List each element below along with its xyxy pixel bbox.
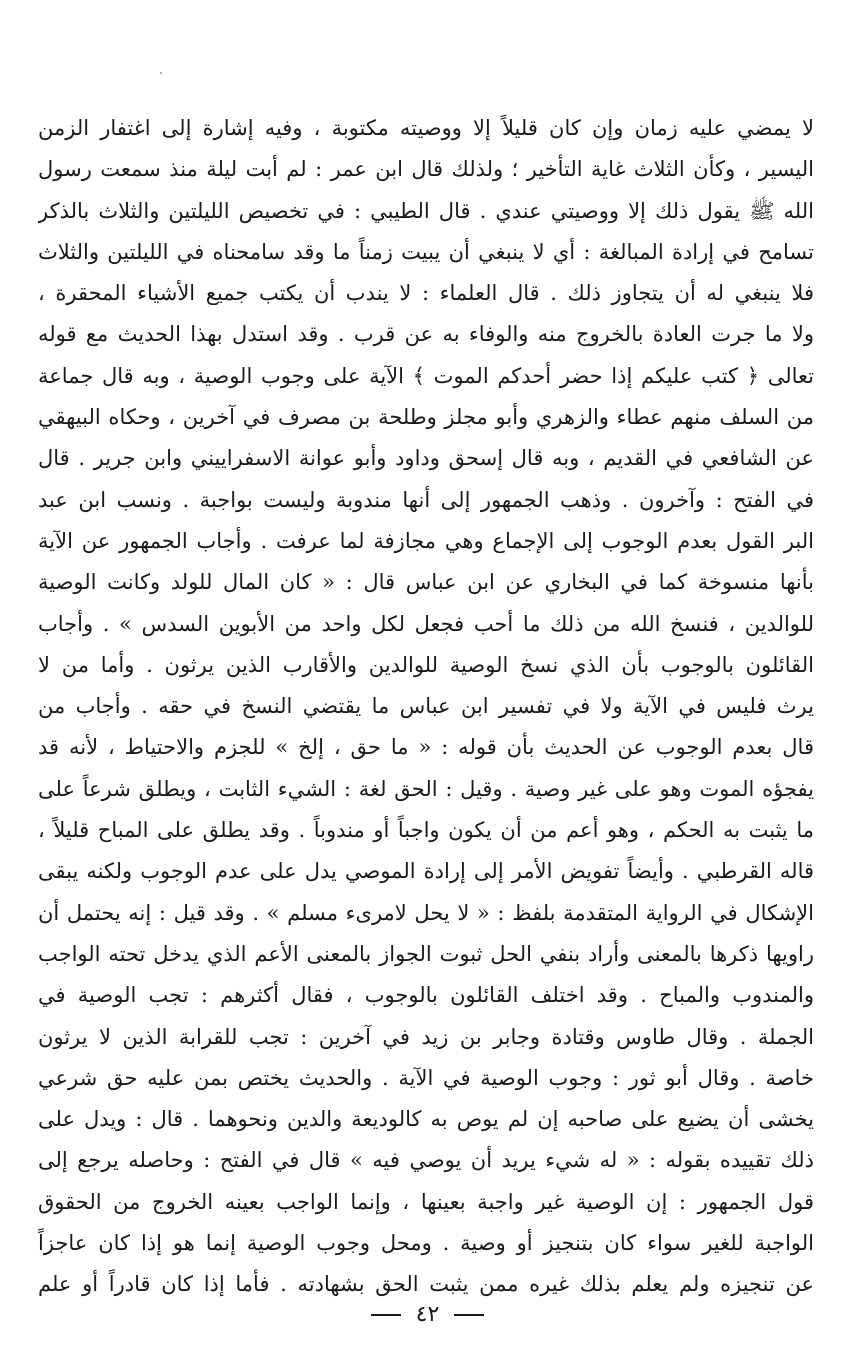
text-line: تعالى ﴿ كتب عليكم إذا حضر أحدكم الموت ﴾ الآية على وجوب الوصية ، وبه قال جماعة	[38, 363, 814, 388]
text-line: الله ﷺ يقول ذلك إلا ووصيتي عندي . قال الطيبي : في تخصيص الليلتين والثلاث بالذكر	[38, 198, 814, 223]
text-line: الجملة . وقال طاوس وقتادة وجابر بن زيد في آخرين : تجب للقرابة الذين لا يرثون	[38, 1024, 814, 1049]
text-line: ولا ما جرت العادة بالخروج منه والوفاء به عن قرب . وقد استدل بهذا الحديث مع قوله	[38, 322, 814, 347]
text-line: من السلف منهم عطاء والزهري وأبو مجلز وطلحة بن مصرف في آخرين ، وحكاه البيهقي	[38, 405, 814, 430]
body-text	[38, 108, 814, 1306]
text-line: تسامح في إرادة المبالغة : أي لا ينبغي أن يبيت زمناً ما وقد سامحناه في الليلتين والثلاث	[38, 239, 814, 264]
text-line: قول الجمهور : إن الوصية غير واجبة بعينها ، وإنما الواجب بعينه الخروج من الحقوق	[38, 1189, 814, 1214]
text-line: عن تنجيزه ولم يعلم بذلك غيره ممن يثبت الحق بشهادته . فأما إذا كان قادراً أو علم	[38, 1272, 814, 1297]
text-line: يخشى أن يضيع على صاحبه إن لم يوص به كالوديعة والدين ونحوهما . قال : ويدل على	[38, 1107, 814, 1132]
page-number: ٤٢	[415, 1302, 440, 1327]
text-line: يرث فليس في الآية ولا في تفسير ابن عباس ما يقتضي النسخ في حقه . وأجاب من	[38, 694, 814, 719]
text-line: عن الشافعي في القديم ، وبه قال إسحق وداود وأبو عوانة الاسفراييني وابن جرير . قال	[38, 446, 814, 471]
text-line: يفجؤه الموت وهو على غير وصية . وقيل : الحق لغة : الشيء الثابت ، ويطلق شرعاً على	[38, 776, 814, 801]
text-line: القائلون بالوجوب بأن الذي نسخ الوصية للوالدين والأقارب الذين يرثون . وأما من لا	[38, 652, 814, 677]
text-line: خاصة . وقال أبو ثور : وجوب الوصية في الآية . والحديث يختص بمن عليه حق شرعي	[38, 1065, 814, 1090]
text-line: قال بعدم الوجوب عن الحديث بأن قوله : « ما حق ، إلخ » للجزم والاحتياط ، لأنه قد	[38, 735, 814, 760]
text-line: للوالدين ، فنسخ الله من ذلك ما أحب فجعل لكل واحد من الأبوين السدس » . وأجاب	[38, 611, 814, 636]
page-number-footer	[0, 1300, 855, 1330]
text-line: قاله القرطبي . وأيضاً تفويض الأمر إلى إرادة الموصي يدل على عدم الوجوب ولكنه يبقى	[38, 859, 814, 884]
text-line: فلا ينبغي له أن يتجاوز ذلك . قال العلماء : لا يندب أن يكتب جميع الأشياء المحقرة ،	[38, 281, 814, 306]
text-line: ما يثبت به الحكم ، وهو أعم من أن يكون واجباً أو مندوباً . وقد يطلق على المباح قليلاً ،	[38, 818, 814, 843]
text-line: والمندوب والمباح . وقد اختلف القائلون بالوجوب ، فقال أكثرهم : تجب الوصية في	[38, 983, 814, 1008]
text-line: البر القول بعدم الوجوب إلى الإجماع وهي مجازفة لما عرفت . وأجاب الجمهور عن الآية	[38, 528, 814, 553]
text-line: ذلك تقييده بقوله : « له شيء يريد أن يوصي فيه » قال في الفتح : وحاصله يرجع إلى	[38, 1148, 814, 1173]
text-line: الواجبة للغير سواء كان بتنجيز أو وصية . ومحل وجوب الوصية إنما هو إذا كان عاجزاً	[38, 1231, 814, 1256]
text-line: لا يمضي عليه زمان وإن كان قليلاً إلا ووصيته مكتوبة ، وفيه إشارة إلى اغتفار الزمن	[38, 116, 814, 140]
text-line: راويها ذكرها بالمعنى وأراد بنفي الحل ثبوت الجواز بالمعنى الأعم الذي يدخل تحته الواجب	[38, 941, 814, 966]
text-line: الإشكال في الرواية المتقدمة بلفظ : « لا يحل لامرىء مسلم » . وقد قيل : إنه يحتمل أن	[38, 900, 814, 925]
text-line: في الفتح : وآخرون . وذهب الجمهور إلى أنها مندوبة وليست بواجبة . ونسب ابن عبد	[38, 487, 814, 512]
scan-speck	[160, 72, 162, 74]
text-line: بأنها منسوخة كما في البخاري عن ابن عباس قال : « كان المال للولد وكانت الوصية	[38, 570, 814, 595]
folio-dash-right	[371, 1314, 401, 1316]
text-line: اليسير ، وكأن الثلاث غاية التأخير ؛ ولذلك قال ابن عمر : لم أبت ليلة منذ سمعت رسول	[38, 157, 814, 182]
folio-dash-left	[454, 1314, 484, 1316]
